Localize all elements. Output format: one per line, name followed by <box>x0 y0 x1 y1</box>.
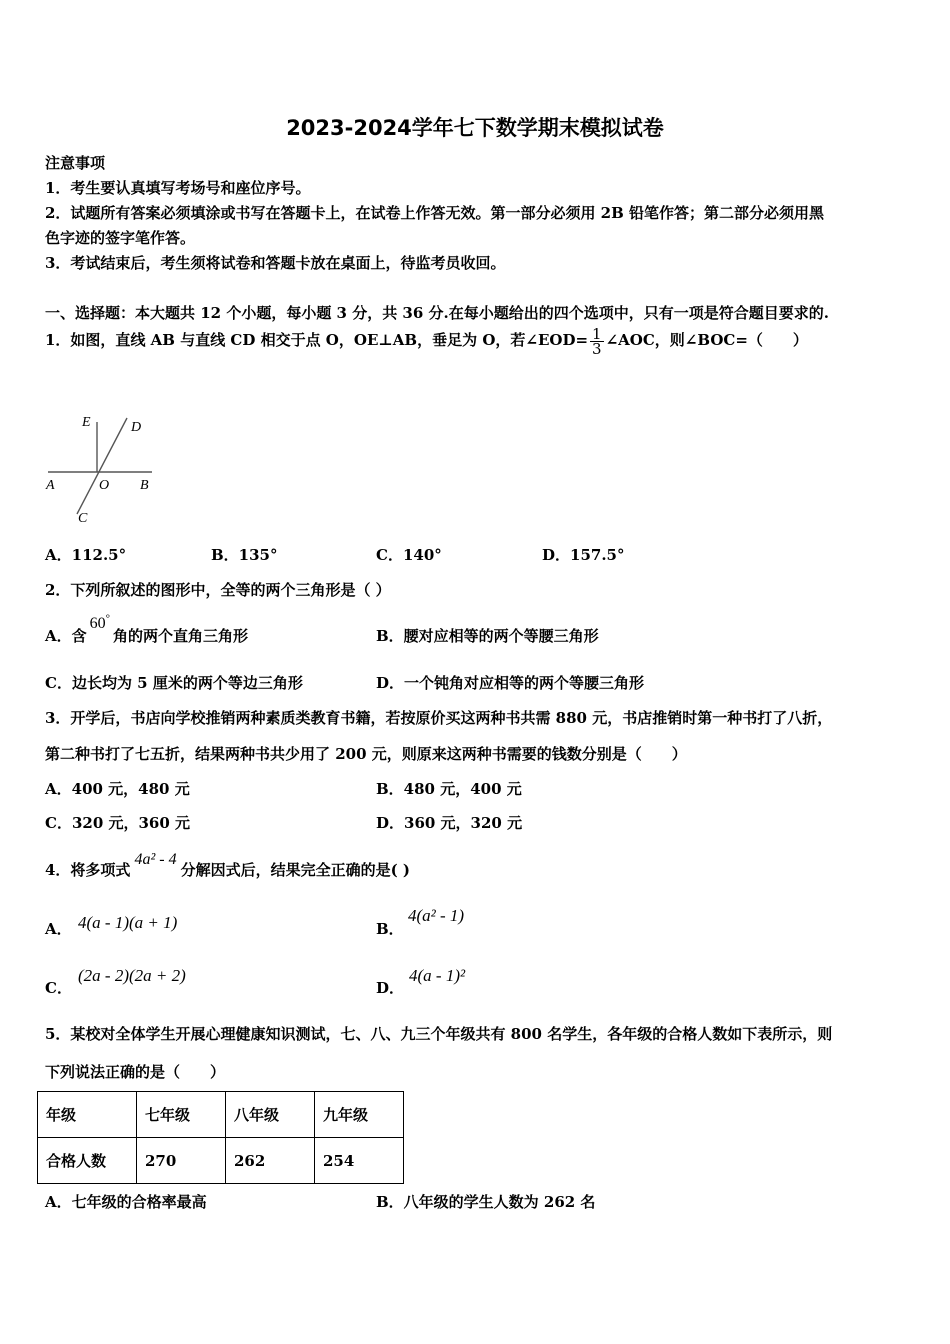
notice-item-2-line-1: 2．试题所有答案必须填涂或书写在答题卡上，在试卷上作答无效。第一部分必须用 2B 铅笔作答；第二部分必须用黑 <box>45 204 825 222</box>
q1-option-b: B．135° <box>211 546 278 564</box>
question-2-stem: 2．下列所叙述的图形中，全等的两个三角形是（ ） <box>45 581 391 599</box>
label-a: A <box>46 478 55 493</box>
label-o: O <box>99 478 110 493</box>
q1-option-d: D．157.5° <box>542 546 625 564</box>
q3-option-b: B．480 元，400 元 <box>376 780 522 798</box>
q2-option-d: D．一个钝角对应相等的两个等腰三角形 <box>376 674 645 692</box>
question-4-stem <box>45 851 410 880</box>
table-header-cell: 九年级 <box>315 1092 404 1138</box>
q2-option-c: C．边长均为 5 厘米的两个等边三角形 <box>45 674 303 692</box>
page-title: 2023-2024学年七下数学期末模拟试卷 <box>286 116 664 140</box>
label-d: D <box>131 420 142 435</box>
table-cell: 合格人数 <box>38 1138 137 1184</box>
q4-option-b-label: B． <box>376 920 404 938</box>
question-1-stem-part-b: ∠AOC，则∠BOC=（ ） <box>605 331 808 349</box>
q3-option-a: A．400 元，480 元 <box>45 780 190 798</box>
q4-option-b-expression: 4(a² - 1) <box>408 906 465 925</box>
q5-option-b: B．八年级的学生人数为 262 名 <box>376 1193 596 1211</box>
notice-heading: 注意事项 <box>45 154 106 172</box>
q4-option-c-label: C． <box>45 979 72 997</box>
q4-option-d-expression: 4(a - 1)² <box>409 966 466 985</box>
table-header-cell: 八年级 <box>226 1092 315 1138</box>
angle-value: 60 <box>89 615 106 632</box>
question-1-stem-part-a: 1．如图，直线 AB 与直线 CD 相交于点 O，OE⊥AB，垂足为 O，若∠EOD= <box>45 331 589 349</box>
intersecting-lines-figure <box>40 408 170 533</box>
question-3-line-2: 第二种书打了七五折，结果两种书共少用了 200 元，则原来这两种书需要的钱数分别是（ ） <box>45 745 687 763</box>
question-5-line-2: 下列说法正确的是（ ） <box>45 1063 226 1081</box>
table-header-row <box>38 1092 404 1138</box>
table-header-cell: 年级 <box>38 1092 137 1138</box>
question-4-prefix: 4．将多项式 <box>45 861 131 879</box>
question-3-line-1: 3．开学后，书店向学校推销两种素质类教育书籍，若按原价买这两种书共需 880 元，书店推销时第一种书打了八折， <box>45 709 833 727</box>
q3-option-c: C．320 元，360 元 <box>45 814 191 832</box>
fraction-one-third <box>590 324 604 358</box>
q2-option-a-suffix: 角的两个直角三角形 <box>113 627 249 645</box>
q1-option-c: C．140° <box>376 546 442 564</box>
label-e: E <box>82 415 91 430</box>
q5-option-a: A．七年级的合格率最高 <box>45 1193 207 1211</box>
q2-option-a-prefix: A．含 <box>45 627 87 645</box>
table-cell: 254 <box>315 1138 404 1184</box>
q2-option-b: B．腰对应相等的两个等腰三角形 <box>376 627 599 645</box>
section-heading: 一、选择题：本大题共 12 个小题，每小题 3 分，共 36 分.在每小题给出的四个选项中，只有一项是符合题目要求的. <box>45 304 829 322</box>
notice-item-2-line-2: 色字迹的签字笔作答。 <box>45 229 196 247</box>
table-header-cell: 七年级 <box>137 1092 226 1138</box>
notice-item-1: 1．考生要认真填写考场号和座位序号。 <box>45 179 311 197</box>
grade-pass-table <box>37 1091 404 1184</box>
q4-option-a-label: A． <box>45 920 72 938</box>
notice-item-3: 3．考试结束后，考生须将试卷和答题卡放在桌面上，待监考员收回。 <box>45 254 506 272</box>
degree-sign: ° <box>105 612 111 625</box>
question-4-suffix: 分解因式后，结果完全正确的是( ) <box>180 861 410 879</box>
fraction-numerator: 1 <box>592 324 602 343</box>
fraction-denominator: 3 <box>592 339 602 358</box>
q4-option-a-expression: 4(a - 1)(a + 1) <box>78 913 178 932</box>
table-cell: 262 <box>226 1138 315 1184</box>
label-b: B <box>140 478 149 493</box>
q3-option-d: D．360 元，320 元 <box>376 814 523 832</box>
q1-option-a: A．112.5° <box>45 546 127 564</box>
polynomial-expression: 4a² - 4 <box>134 851 177 868</box>
line-cd <box>77 418 127 514</box>
q4-option-d-label: D． <box>376 979 405 997</box>
table-cell: 270 <box>137 1138 226 1184</box>
q2-option-a <box>45 612 249 646</box>
question-5-line-1: 5．某校对全体学生开展心理健康知识测试，七、八、九三个年级共有 800 名学生，各年级的合格人数如下表所示，则 <box>45 1025 833 1043</box>
table-row <box>38 1138 404 1184</box>
question-1-stem <box>45 326 808 356</box>
angle-sixty <box>89 612 111 632</box>
q4-option-c-expression: (2a - 2)(2a + 2) <box>78 966 186 985</box>
label-c: C <box>78 511 88 526</box>
